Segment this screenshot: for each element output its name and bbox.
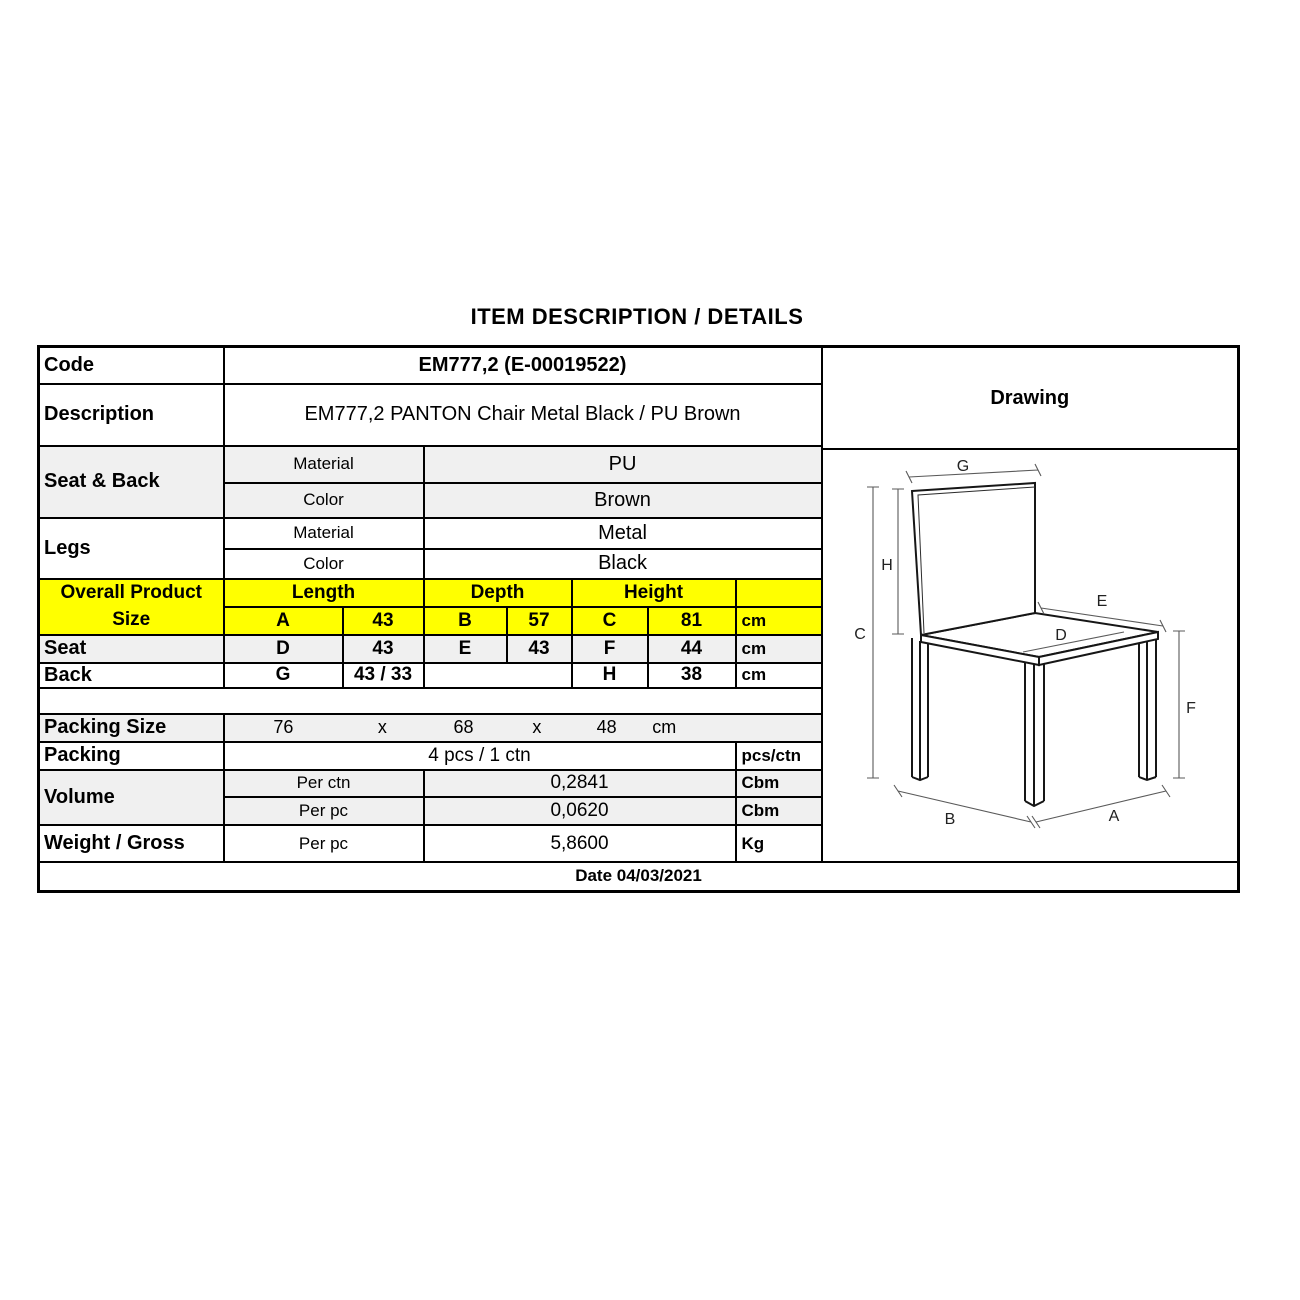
dim-label-d: D	[1054, 627, 1067, 644]
dim-line-h	[892, 489, 904, 634]
seat-back-label: Seat & Back	[39, 446, 224, 518]
weight-per-label: Per pc	[224, 825, 424, 862]
legs-label: Legs	[39, 518, 224, 579]
packing-size-sep2: x	[532, 717, 542, 738]
back-height-key: H	[572, 663, 648, 688]
seat-back-material-label: Material	[224, 446, 424, 483]
back-depth-empty-cell	[424, 663, 572, 688]
packing-size-sep1: x	[377, 717, 387, 738]
dim-label-f: F	[1185, 700, 1196, 717]
seat-length-key: D	[224, 635, 343, 663]
weight-label: Weight / Gross	[39, 825, 224, 862]
back-height-value: 38	[648, 663, 736, 688]
back-row-label: Back	[39, 663, 224, 688]
seat-back-color-label: Color	[224, 483, 424, 518]
overall-length-key: A	[224, 607, 343, 635]
volume-label: Volume	[39, 770, 224, 825]
date-row	[39, 862, 1239, 891]
seat-height-key: F	[572, 635, 648, 663]
overall-size-label: Overall Product Size	[39, 579, 224, 635]
depth-header: Depth	[424, 579, 572, 607]
back-length-key: G	[224, 663, 343, 688]
dim-label-a: A	[1108, 808, 1119, 825]
dim-label-e: E	[1096, 593, 1107, 610]
seat-depth-key: E	[424, 635, 507, 663]
seat-depth-value: 43	[507, 635, 572, 663]
overall-unit: cm	[736, 607, 822, 635]
packing-size-v2: 68	[453, 717, 474, 738]
legs-material-label: Material	[224, 518, 424, 549]
drawing-header: Drawing	[823, 348, 1238, 450]
item-details-table	[37, 345, 1240, 893]
overall-depth-value: 57	[507, 607, 572, 635]
back-unit: cm	[736, 663, 822, 688]
overall-height-value: 81	[648, 607, 736, 635]
volume-per-pc-value: 0,0620	[424, 797, 736, 825]
legs-color-value: Black	[424, 549, 822, 579]
volume-per-pc-label: Per pc	[224, 797, 424, 825]
legs-color-label: Color	[224, 549, 424, 579]
overall-height-key: C	[572, 607, 648, 635]
code-label: Code	[39, 347, 224, 384]
packing-unit: pcs/ctn	[736, 742, 822, 770]
dim-label-g: G	[956, 458, 969, 475]
size-header-unit-cell	[736, 579, 822, 607]
description-label: Description	[39, 384, 224, 446]
chair-backrest	[912, 483, 1035, 635]
dim-label-b: B	[944, 811, 955, 828]
dim-line-a	[1032, 785, 1170, 828]
code-value: EM777,2 (E-00019522)	[224, 347, 822, 384]
overall-depth-key: B	[424, 607, 507, 635]
weight-unit: Kg	[736, 825, 822, 862]
spacer-cell	[39, 688, 822, 714]
chair-leg-right	[1139, 634, 1156, 780]
volume-per-ctn-label: Per ctn	[224, 770, 424, 797]
dim-label-h: H	[880, 557, 893, 574]
volume-per-pc-unit: Cbm	[736, 797, 822, 825]
back-length-value: 43 / 33	[343, 663, 424, 688]
seat-length-value: 43	[343, 635, 424, 663]
packing-size-v3: 48	[596, 717, 617, 738]
legs-material-value: Metal	[424, 518, 822, 549]
chair-drawing	[823, 450, 1238, 856]
seat-back-material-value: PU	[424, 446, 822, 483]
dim-label-c: C	[853, 626, 866, 643]
packing-size-values	[224, 714, 822, 742]
volume-per-ctn-unit: Cbm	[736, 770, 822, 797]
packing-label: Packing	[39, 742, 224, 770]
dim-line-b	[894, 785, 1035, 828]
seat-height-value: 44	[648, 635, 736, 663]
packing-size-unit: cm	[652, 717, 677, 738]
volume-per-ctn-value: 0,2841	[424, 770, 736, 797]
drawing-panel	[822, 347, 1239, 863]
seat-row-label: Seat	[39, 635, 224, 663]
code-row	[39, 347, 1239, 384]
seat-back-color-value: Brown	[424, 483, 822, 518]
overall-length-value: 43	[343, 607, 424, 635]
dim-line-f	[1173, 631, 1185, 778]
packing-size-label: Packing Size	[39, 714, 224, 742]
description-value: EM777,2 PANTON Chair Metal Black / PU Brown	[224, 384, 822, 446]
seat-unit: cm	[736, 635, 822, 663]
dim-line-c	[867, 487, 879, 778]
packing-size-v1: 76	[273, 717, 294, 738]
page-title: ITEM DESCRIPTION / DETAILS	[470, 304, 804, 329]
height-header: Height	[572, 579, 736, 607]
length-header: Length	[224, 579, 424, 607]
dim-line-g	[906, 464, 1041, 483]
date-value: Date 04/03/2021	[39, 862, 1239, 891]
packing-value: 4 pcs / 1 ctn	[224, 742, 736, 770]
weight-value: 5,8600	[424, 825, 736, 862]
chair-leg-left	[912, 638, 928, 780]
chair-leg-front	[1025, 655, 1044, 806]
